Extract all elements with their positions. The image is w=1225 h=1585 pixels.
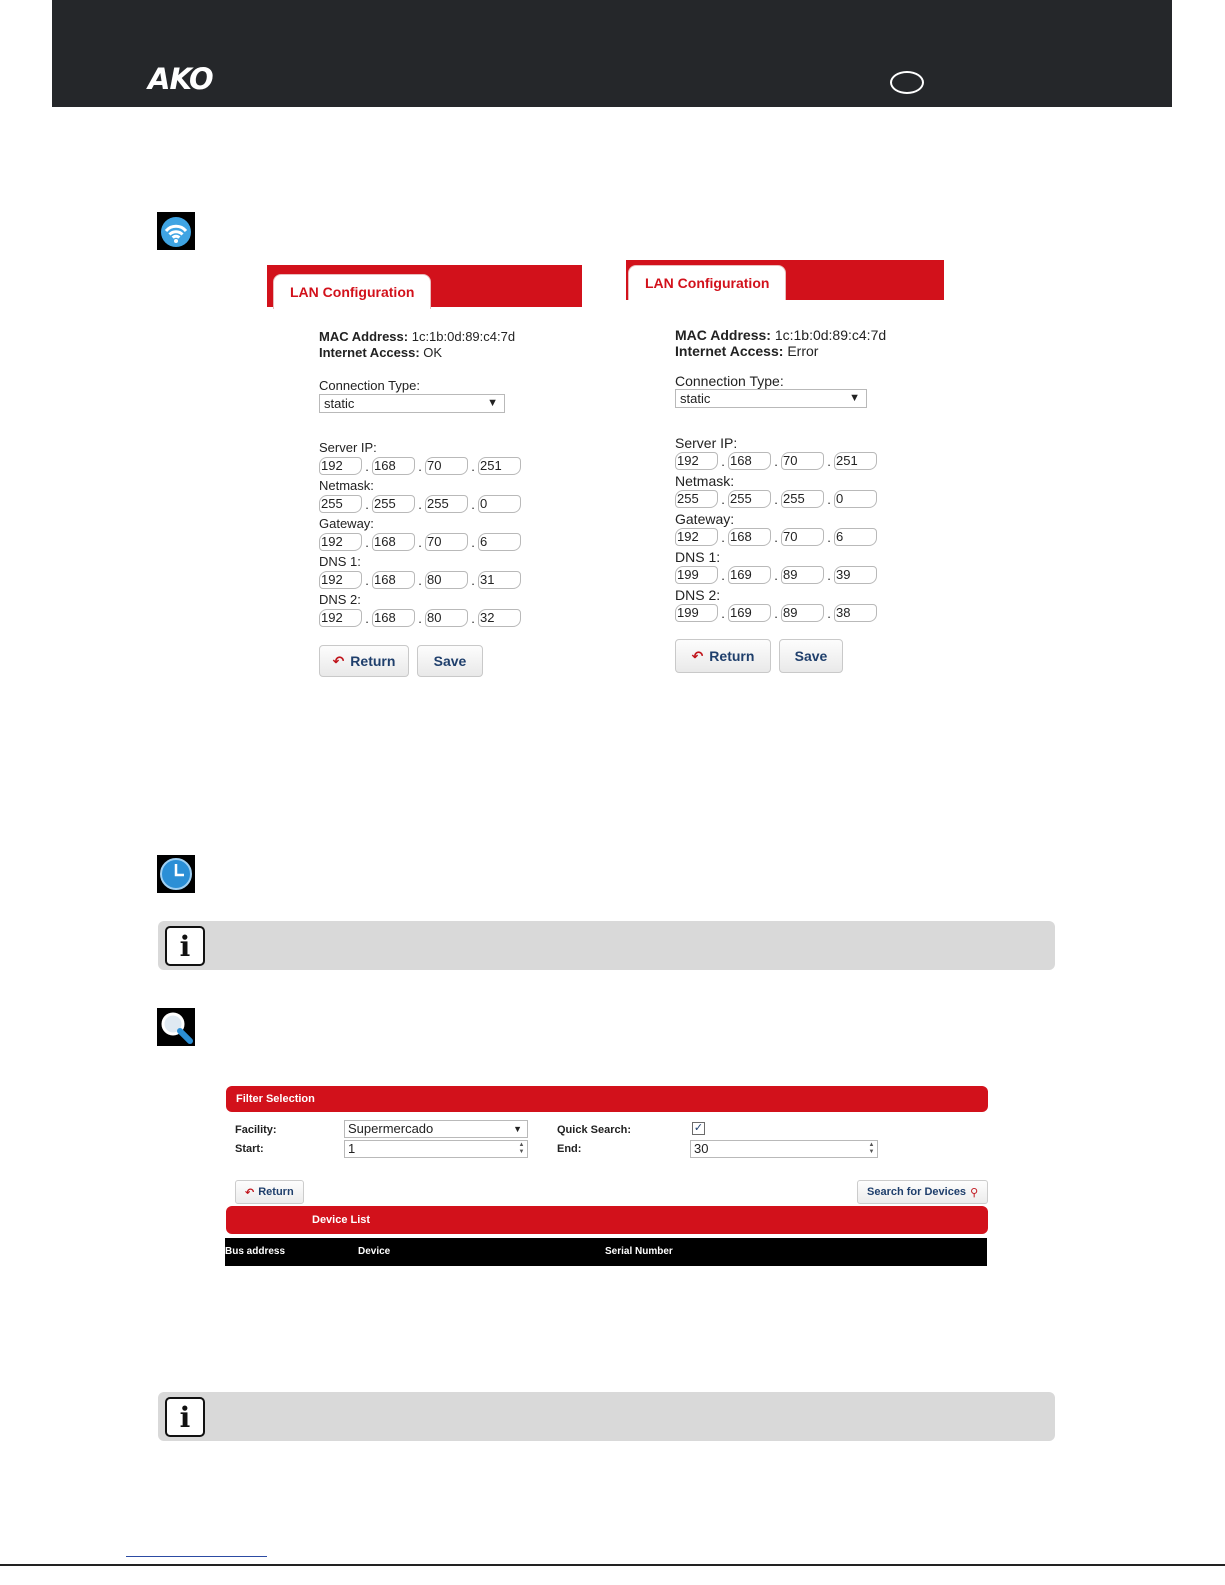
language-indicator-icon — [890, 71, 924, 94]
start-label: Start: — [235, 1143, 264, 1155]
netmask-fields: 255 . 255 . 255 . 0 — [675, 489, 905, 509]
gateway-octet-4[interactable]: 6 — [478, 533, 521, 551]
internet-access-value: Error — [787, 343, 819, 359]
dns2-octet-3[interactable]: 89 — [781, 604, 824, 622]
dropdown-arrow-icon: ▼ — [487, 397, 498, 409]
dropdown-arrow-icon: ▼ — [513, 1124, 522, 1134]
tab-lan-configuration[interactable]: LAN Configuration — [628, 265, 786, 300]
dns1-octet-2[interactable]: 169 — [728, 566, 771, 584]
dns1-octet-3[interactable]: 80 — [425, 571, 468, 589]
info-note-1 — [158, 921, 1055, 970]
dns2-octet-1[interactable]: 192 — [319, 609, 362, 627]
dns2-label: DNS 2: — [319, 592, 361, 607]
filter-selection-panel — [225, 1080, 990, 1270]
server-ip-octet-1[interactable]: 192 — [675, 452, 718, 470]
tab-lan-configuration[interactable]: LAN Configuration — [273, 274, 431, 309]
lan-tab-bar — [267, 262, 582, 307]
top-header — [52, 0, 1172, 107]
dns2-octet-4[interactable]: 38 — [834, 604, 877, 622]
lan-config-panel-2 — [626, 260, 944, 680]
netmask-octet-4[interactable]: 0 — [478, 495, 521, 513]
device-table-header — [225, 1238, 987, 1266]
lan-config-panel-1 — [267, 262, 582, 682]
internet-access-row: Internet Access: Error — [675, 343, 819, 359]
internet-access-value: OK — [423, 345, 443, 360]
server-ip-octet-4[interactable]: 251 — [834, 452, 877, 470]
connection-type-label: Connection Type: — [675, 373, 784, 389]
facility-select[interactable]: Supermercado ▼ — [344, 1120, 528, 1138]
end-input[interactable]: 30 ▲ ▼ — [690, 1140, 878, 1158]
gateway-octet-1[interactable]: 192 — [675, 528, 718, 546]
server-ip-label: Server IP: — [675, 435, 738, 451]
footer-link-underline[interactable] — [126, 1556, 267, 1557]
dns1-fields: 199 . 169 . 89 . 39 — [675, 565, 905, 585]
dns1-octet-1[interactable]: 192 — [319, 571, 362, 589]
netmask-octet-1[interactable]: 255 — [319, 495, 362, 513]
dns2-octet-2[interactable]: 168 — [372, 609, 415, 627]
netmask-octet-3[interactable]: 255 — [425, 495, 468, 513]
magnifier-icon: ⚲ — [970, 1186, 979, 1199]
dns1-label: DNS 1: — [675, 549, 721, 565]
facility-label: Facility: — [235, 1124, 277, 1136]
mac-address-row: MAC Address: 1c:1b:0d:89:c4:7d — [675, 327, 887, 343]
internet-access-row: Internet Access: OK — [319, 345, 443, 360]
dropdown-arrow-icon: ▼ — [849, 392, 860, 404]
device-list-header: Device List — [226, 1206, 988, 1234]
gateway-octet-2[interactable]: 168 — [372, 533, 415, 551]
gateway-octet-3[interactable]: 70 — [425, 533, 468, 551]
netmask-octet-4[interactable]: 0 — [834, 490, 877, 508]
netmask-octet-1[interactable]: 255 — [675, 490, 718, 508]
gateway-octet-2[interactable]: 168 — [728, 528, 771, 546]
dns2-octet-3[interactable]: 80 — [425, 609, 468, 627]
dns1-fields: 192 . 168 . 80 . 31 — [319, 570, 549, 590]
end-stepper-icon[interactable]: ▲ ▼ — [868, 1142, 875, 1155]
ako-logo: AKO — [148, 62, 213, 96]
dns2-octet-4[interactable]: 32 — [478, 609, 521, 627]
dns2-octet-2[interactable]: 169 — [728, 604, 771, 622]
mac-address-value: 1c:1b:0d:89:c4:7d — [774, 327, 887, 343]
mac-address-row: MAC Address: 1c:1b:0d:89:c4:7d — [319, 329, 516, 344]
dns2-label: DNS 2: — [675, 587, 721, 603]
dns1-octet-4[interactable]: 31 — [478, 571, 521, 589]
netmask-fields: 255 . 255 . 255 . 0 — [319, 494, 549, 514]
return-arrow-icon: ↶ — [245, 1186, 255, 1199]
server-ip-fields: 192 . 168 . 70 . 251 — [675, 451, 905, 471]
dns1-octet-1[interactable]: 199 — [675, 566, 718, 584]
return-button[interactable]: ↶ Return — [319, 645, 409, 677]
return-arrow-icon: ↶ — [691, 647, 704, 664]
column-device[interactable]: Device — [358, 1246, 391, 1257]
connection-type-select[interactable]: static ▼ — [319, 394, 505, 413]
gateway-octet-3[interactable]: 70 — [781, 528, 824, 546]
gateway-label: Gateway: — [675, 511, 735, 527]
info-icon: i — [165, 1397, 205, 1437]
lan-tab-bar — [626, 260, 944, 300]
save-button[interactable]: Save — [417, 645, 483, 677]
filter-selection-header: Filter Selection — [226, 1086, 988, 1112]
column-serial-number[interactable]: Serial Number — [605, 1246, 673, 1257]
netmask-label: Netmask: — [675, 473, 735, 489]
dns1-label: DNS 1: — [319, 554, 361, 569]
start-input[interactable]: 1 ▲ ▼ — [344, 1140, 528, 1158]
info-icon: i — [165, 926, 205, 966]
quick-search-checkbox[interactable]: ✓ — [693, 1122, 704, 1134]
server-ip-octet-3[interactable]: 70 — [425, 457, 468, 475]
connection-type-select[interactable]: static ▼ — [675, 389, 867, 408]
search-for-devices-button[interactable]: Search for Devices ⚲ — [857, 1180, 988, 1204]
dns1-octet-2[interactable]: 168 — [372, 571, 415, 589]
netmask-octet-3[interactable]: 255 — [781, 490, 824, 508]
mac-address-value: 1c:1b:0d:89:c4:7d — [411, 329, 516, 344]
save-button[interactable]: Save — [779, 639, 843, 673]
return-button[interactable]: ↶ Return — [235, 1180, 304, 1204]
connection-type-label: Connection Type: — [319, 378, 420, 393]
gateway-octet-1[interactable]: 192 — [319, 533, 362, 551]
column-bus-address[interactable]: Bus address — [225, 1246, 286, 1257]
dns1-octet-3[interactable]: 89 — [781, 566, 824, 584]
netmask-octet-2[interactable]: 255 — [728, 490, 771, 508]
gateway-label: Gateway: — [319, 516, 374, 531]
dns1-octet-4[interactable]: 39 — [834, 566, 877, 584]
quick-search-label: Quick Search: — [557, 1124, 631, 1136]
gateway-octet-4[interactable]: 6 — [834, 528, 877, 546]
start-stepper-icon[interactable]: ▲ ▼ — [518, 1142, 525, 1155]
server-ip-octet-2[interactable]: 168 — [728, 452, 771, 470]
gateway-fields: 192 . 168 . 70 . 6 — [675, 527, 905, 547]
server-ip-octet-1[interactable]: 192 — [319, 457, 362, 475]
wifi-icon — [157, 212, 195, 250]
netmask-octet-2[interactable]: 255 — [372, 495, 415, 513]
info-note-2 — [158, 1392, 1055, 1441]
netmask-label: Netmask: — [319, 478, 374, 493]
clock-icon — [157, 855, 195, 893]
dns2-fields: 192 . 168 . 80 . 32 — [319, 608, 549, 628]
dns2-fields: 199 . 169 . 89 . 38 — [675, 603, 905, 623]
end-label: End: — [557, 1143, 582, 1155]
search-icon — [157, 1008, 195, 1046]
server-ip-fields: 192 . 168 . 70 . 251 — [319, 456, 549, 476]
footer-divider — [0, 1564, 1225, 1566]
gateway-fields: 192 . 168 . 70 . 6 — [319, 532, 549, 552]
server-ip-octet-4[interactable]: 251 — [478, 457, 521, 475]
return-button[interactable]: ↶ Return — [675, 639, 771, 673]
dns2-octet-1[interactable]: 199 — [675, 604, 718, 622]
server-ip-octet-3[interactable]: 70 — [781, 452, 824, 470]
return-arrow-icon: ↶ — [332, 652, 345, 669]
server-ip-label: Server IP: — [319, 440, 377, 455]
server-ip-octet-2[interactable]: 168 — [372, 457, 415, 475]
